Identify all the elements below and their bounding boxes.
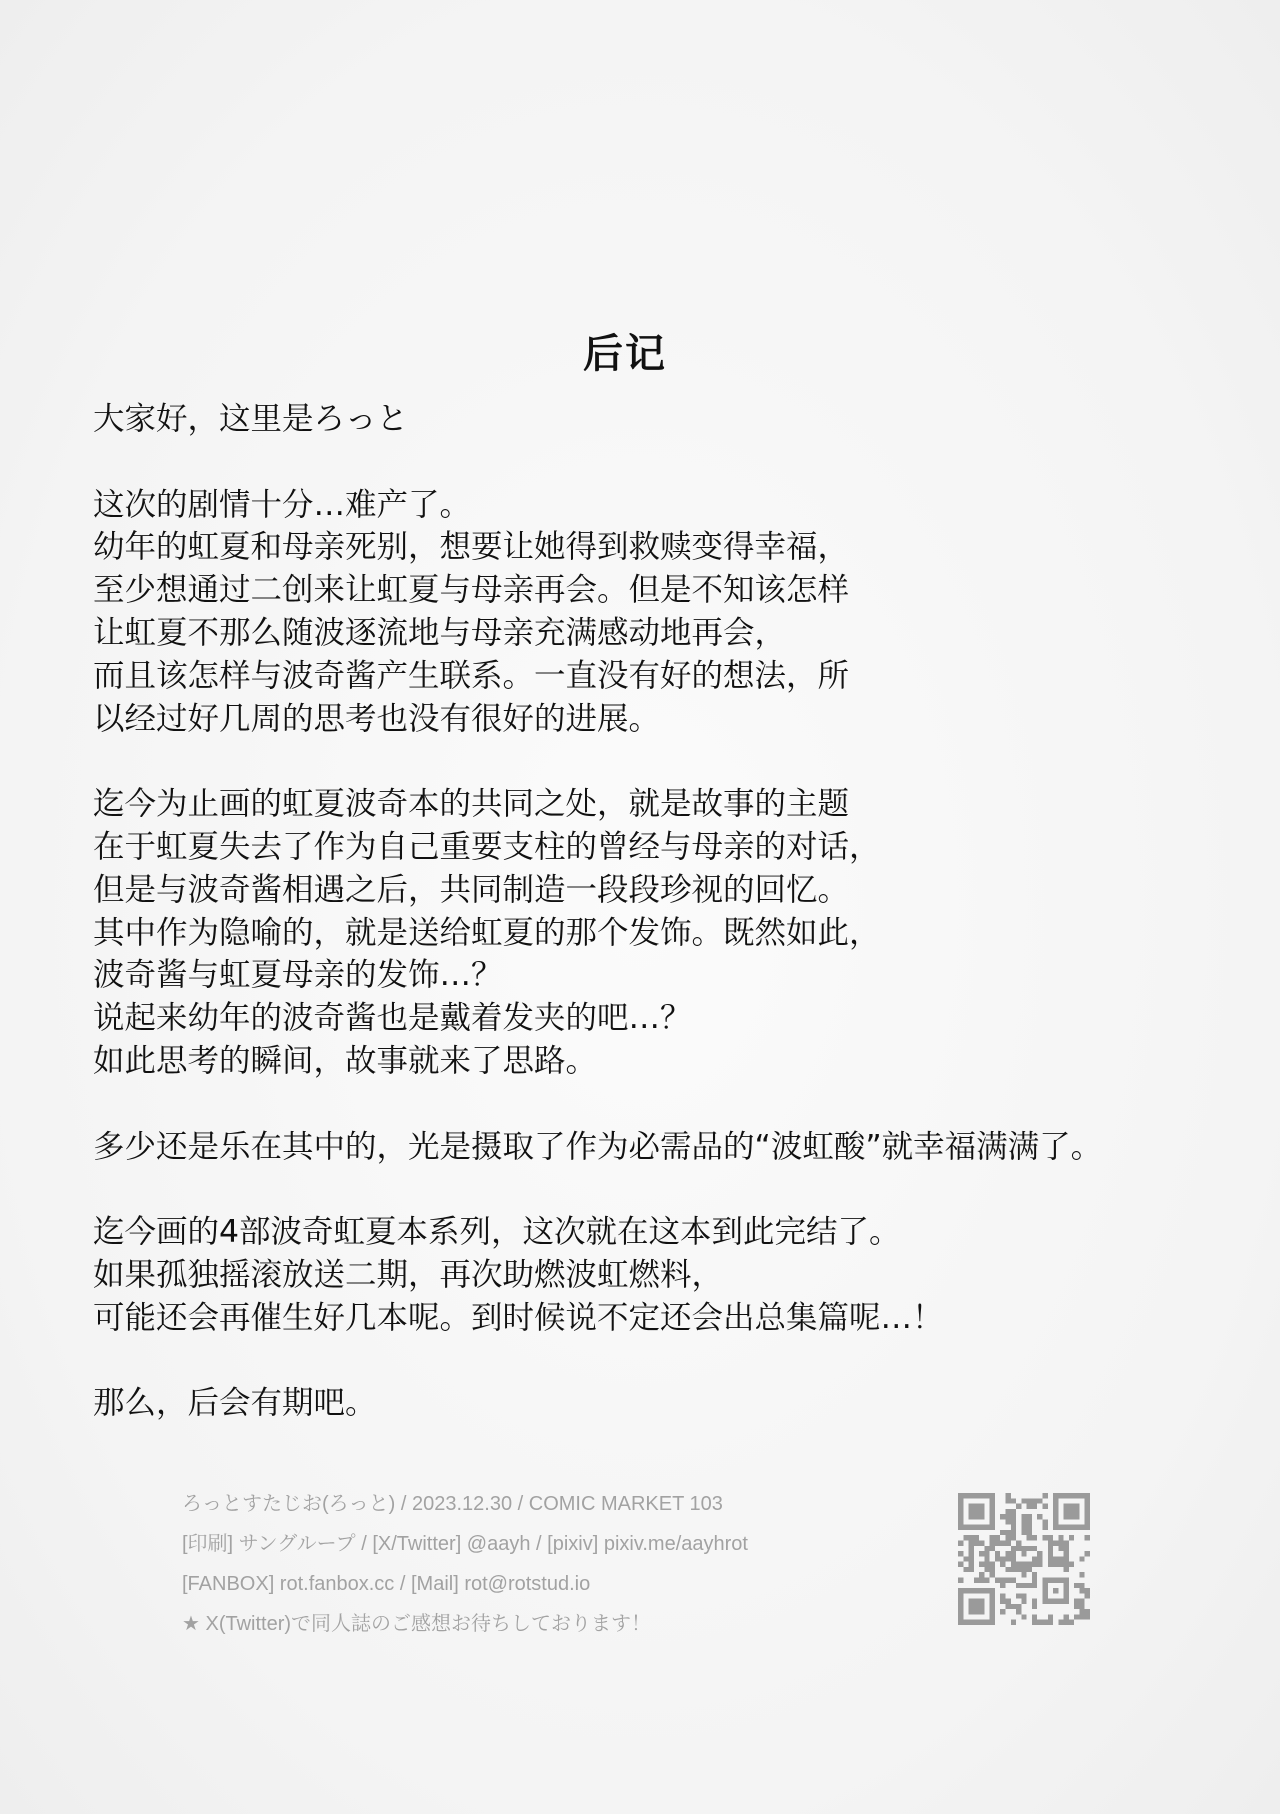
text-line: 其中作为隐喻的，就是送给虹夏的那个发饰。既然如此， [93, 914, 881, 951]
paragraph-farewell [93, 1382, 1263, 1425]
colophon-contact-line: [FANBOX] rot.fanbox.cc / [Mail] rot@rotstud.io [182, 1573, 591, 1595]
qr-code-icon [958, 1493, 1090, 1625]
text-line: 迄今为止画的虹夏波奇本的共同之处，就是故事的主题 [93, 786, 850, 823]
paragraph-enjoyment [93, 1126, 1263, 1169]
text-line: 幼年的虹夏和母亲死别，想要让她得到救赎变得幸福， [93, 529, 850, 566]
text-line: 波奇酱与虹夏母亲的发饰…？ [93, 957, 503, 994]
colophon [182, 1484, 862, 1644]
paragraph-theme [93, 783, 1263, 1083]
paragraph-greeting [93, 398, 1263, 441]
text-line: 以经过好几周的思考也没有很好的进展。 [93, 700, 661, 737]
text-line: 多少还是乐在其中的，光是摄取了作为必需品的“波虹酸”就幸福满满了。 [93, 1128, 1103, 1165]
paragraph-story-difficulty [93, 484, 1263, 741]
text-line: 如果孤独摇滚放送二期，再次助燃波虹燃料， [93, 1256, 724, 1293]
paragraph-series-end [93, 1211, 1263, 1339]
text-line: 那么，后会有期吧。 [93, 1385, 377, 1422]
afterword-body [93, 398, 1263, 1468]
text-line: 大家好，这里是ろっと [93, 401, 409, 437]
colophon-circle-line: ろっとすたじお(ろっと) / 2023.12.30 / COMIC MARKET 103 [182, 1493, 723, 1515]
text-line: 可能还会再催生好几本呢。到时候说不定还会出总集篇呢…！ [93, 1299, 944, 1336]
text-line: 但是与波奇酱相遇之后，共同制造一段段珍视的回忆。 [93, 871, 850, 908]
text-line: 让虹夏不那么随波逐流地与母亲充满感动地再会， [93, 614, 787, 651]
colophon-print-line: [印刷] サングループ / [X/Twitter] @aayh / [pixiv] pixiv.me/aayhrot [182, 1533, 748, 1555]
text-line: 在于虹夏失去了作为自己重要支柱的曾经与母亲的对话， [93, 828, 881, 865]
text-line: 迄今画的4部波奇虹夏本系列，这次就在这本到此完结了。 [93, 1214, 901, 1251]
text-line: 说起来幼年的波奇酱也是戴着发夹的吧…？ [93, 1000, 692, 1037]
text-line: 这次的剧情十分…难产了。 [93, 486, 472, 523]
text-line: 如此思考的瞬间，故事就来了思路。 [93, 1042, 598, 1079]
colophon-feedback-line: ★ X(Twitter)で同人誌のご感想お待ちしております！ [182, 1613, 652, 1635]
text-line: 至少想通过二创来让虹夏与母亲再会。但是不知该怎样 [93, 572, 850, 609]
page-title: 后记 [583, 331, 667, 377]
text-line: 而且该怎样与波奇酱产生联系。一直没有好的想法，所 [93, 657, 850, 694]
qr-code-graphic [958, 1493, 1090, 1625]
